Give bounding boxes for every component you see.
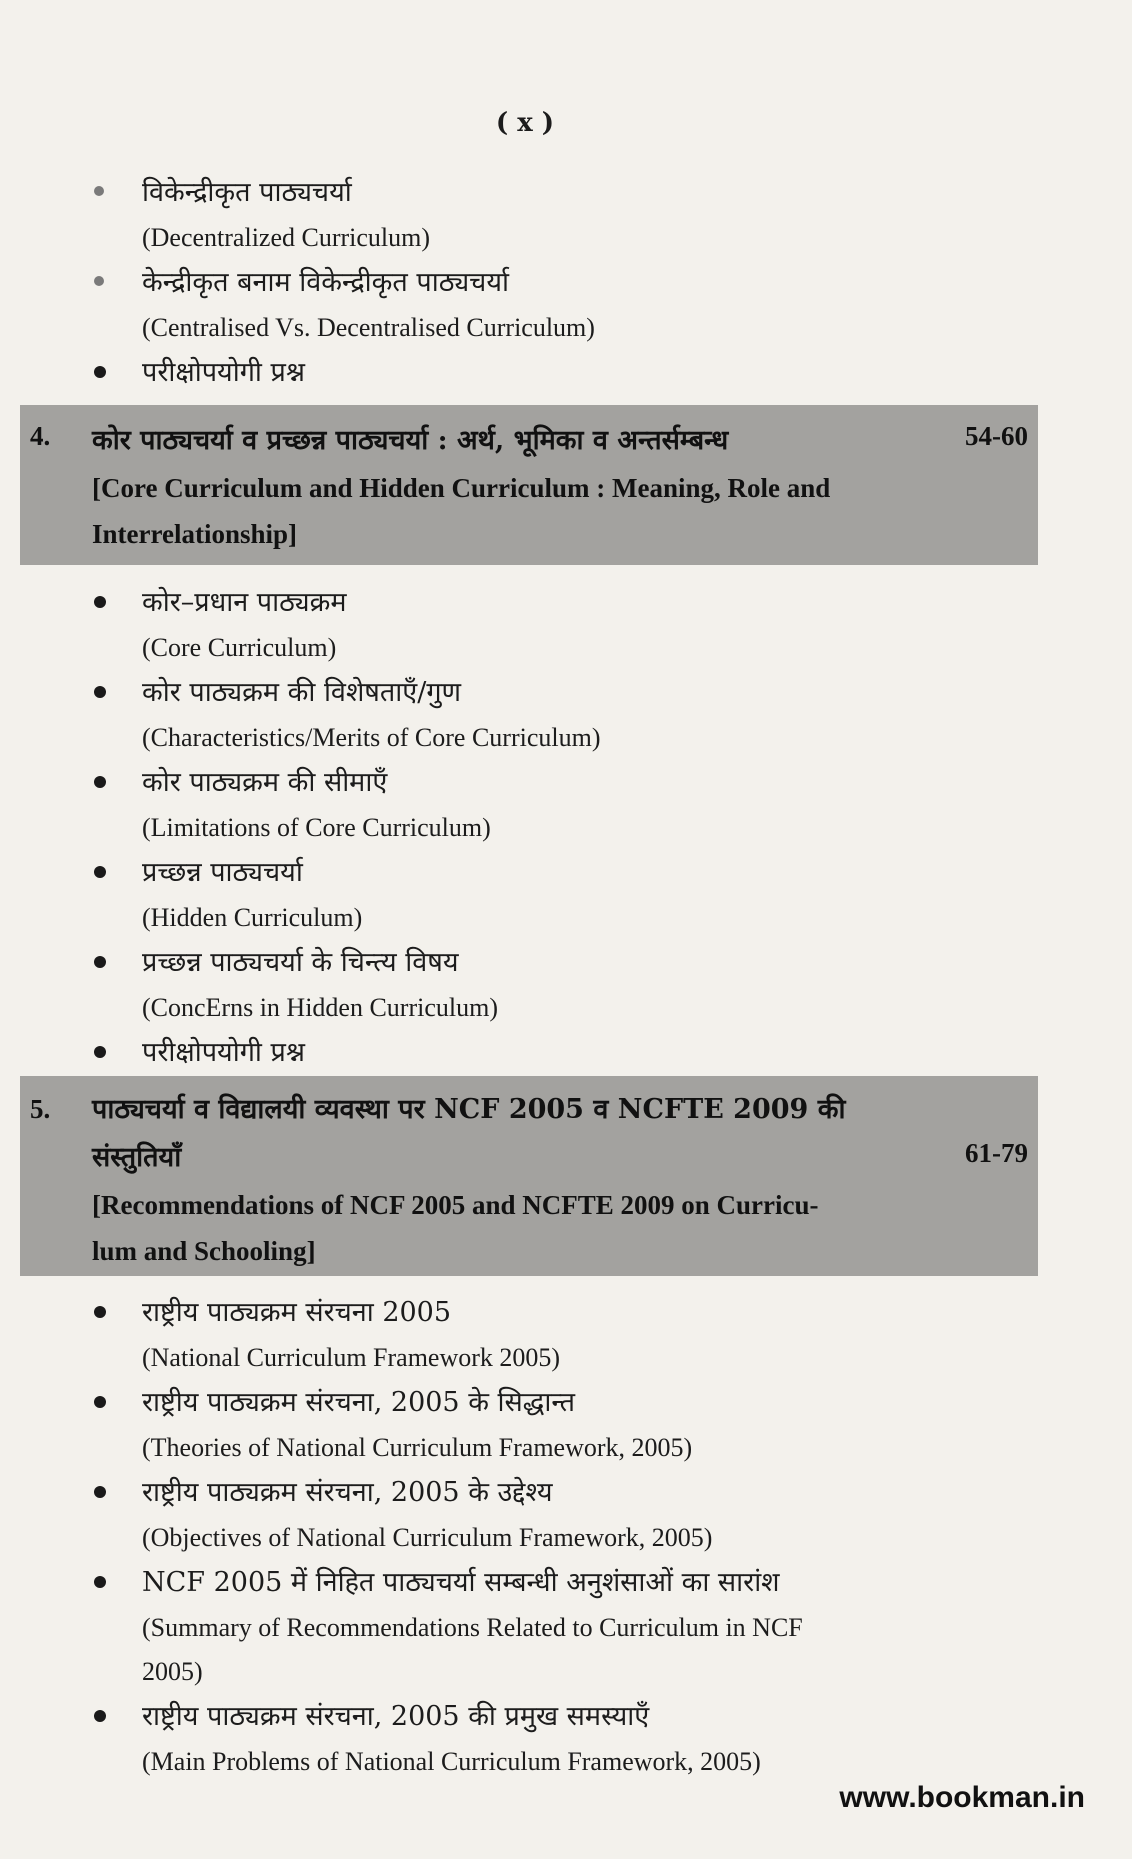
bullet [94,956,106,968]
bullet [94,186,104,196]
item-hindi: कोर–प्रधान पाठ्यक्रम [142,587,347,618]
list-item [90,760,990,850]
chapter-title-hindi: पाठ्यचर्या व विद्यालयी व्यवस्था पर NCF 2005 व NCFTE 2009 की [92,1094,846,1125]
chapter-number: 4. [30,421,51,451]
item-english: (Characteristics/Merits of Core Curriculum) [142,723,601,752]
item-english: (Objectives of National Curriculum Framework, 2005) [142,1523,713,1552]
item-hindi: प्रच्छन्न पाठ्यचर्या [142,857,303,888]
bullet [94,366,106,378]
item-english-cont: 2005) [142,1657,203,1686]
item-hindi: राष्ट्रीय पाठ्यक्रम संरचना, 2005 की प्रमुख समस्याएँ [142,1701,650,1732]
chapter-title-english: [Core Curriculum and Hidden Curriculum : Meaning, Role and [92,473,831,503]
bullet [94,1396,106,1408]
item-english: (National Curriculum Framework 2005) [142,1343,561,1372]
item-english: (Theories of National Curriculum Framework, 2005) [142,1433,693,1462]
bullet [94,686,106,698]
chapter-4-heading [20,405,1038,565]
chapter-title-english: [Recommendations of NCF 2005 and NCFTE 2009 on Curricu- [92,1190,819,1220]
chapter-title-english-cont: Interrelationship] [92,519,298,549]
bullet [94,776,106,788]
bullet [94,1576,106,1588]
item-hindi: कोर पाठ्यक्रम की विशेषताएँ/गुण [142,677,462,708]
item-hindi: राष्ट्रीय पाठ्यक्रम संरचना, 2005 के सिद्धान्त [142,1387,576,1418]
bullet [94,596,106,608]
footer-watermark[interactable]: www.bookman.in [839,1781,1085,1814]
bullet [94,1046,106,1058]
item-hindi: विकेन्द्रीकृत पाठ्यचर्या [142,177,352,208]
bullet [94,866,106,878]
list-item [90,260,990,350]
list-item [90,1030,990,1076]
item-english: (Limitations of Core Curriculum) [142,813,491,842]
chapter-pages: 61-79 [965,1138,1028,1168]
item-english: (ConcErns in Hidden Curriculum) [142,993,498,1022]
bullet [94,276,104,286]
top-list [90,170,990,396]
item-hindi: परीक्षोपयोगी प्रश्न [142,357,305,388]
bullet [94,1710,106,1722]
item-english: (Centralised Vs. Decentralised Curriculum) [142,313,595,342]
list-item [90,850,990,940]
item-hindi: राष्ट्रीय पाठ्यक्रम संरचना, 2005 के उद्देश्य [142,1477,553,1508]
list-item [90,580,990,670]
item-hindi: कोर पाठ्यक्रम की सीमाएँ [142,767,388,798]
bullet [94,1306,106,1318]
list-item [90,670,990,760]
list-item [90,350,990,396]
list-item [90,1694,990,1784]
chapter-5-list [90,1290,990,1784]
item-english: (Hidden Curriculum) [142,903,363,932]
chapter-title-english-cont: lum and Schooling] [92,1236,316,1266]
item-english: (Decentralized Curriculum) [142,223,431,252]
chapter-title-hindi-cont: संस्तुतियाँ [92,1142,182,1173]
item-hindi: प्रच्छन्न पाठ्यचर्या के चिन्त्य विषय [142,947,459,978]
item-english: (Summary of Recommendations Related to Curriculum in NCF [142,1613,803,1642]
list-item [90,1380,990,1470]
item-english: (Main Problems of National Curriculum Framework, 2005) [142,1747,761,1776]
item-hindi: केन्द्रीकृत बनाम विकेन्द्रीकृत पाठ्यचर्या [142,267,509,298]
list-item [90,170,990,260]
page-number: ( x ) [495,108,555,138]
list-item [90,1290,990,1380]
list-item [90,1560,990,1694]
item-hindi: राष्ट्रीय पाठ्यक्रम संरचना 2005 [142,1297,452,1328]
list-item [90,940,990,1030]
bullet [94,1486,106,1498]
chapter-title-hindi: कोर पाठ्यचर्या व प्रच्छन्न पाठ्यचर्या : अर्थ, भूमिका व अन्तर्सम्बन्ध [92,425,729,456]
item-hindi: परीक्षोपयोगी प्रश्न [142,1037,305,1068]
chapter-number: 5. [30,1094,51,1124]
list-item [90,1470,990,1560]
chapter-5-heading [20,1076,1038,1276]
item-english: (Core Curriculum) [142,633,337,662]
item-hindi: NCF 2005 में निहित पाठ्यचर्या सम्बन्धी अनुशंसाओं का सारांश [142,1567,780,1598]
chapter-pages: 54-60 [965,421,1028,451]
chapter-4-list [90,580,990,1076]
